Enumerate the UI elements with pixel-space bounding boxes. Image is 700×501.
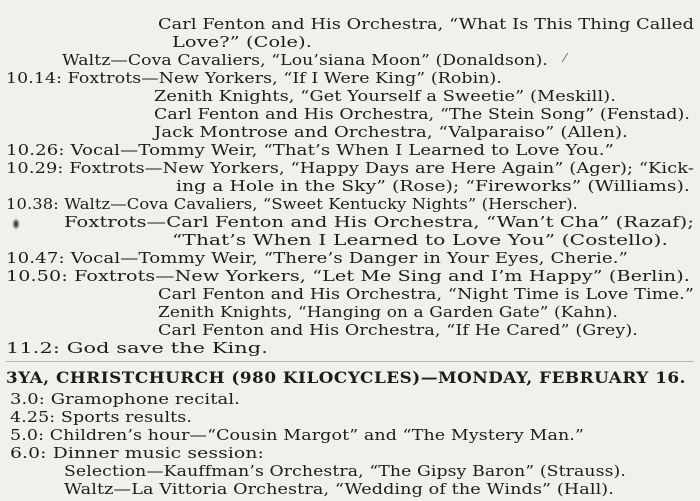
schedule-line: 6.0: Dinner music session:	[10, 445, 264, 462]
program-line: 10.26: Vocal—Tommy Weir, “That’s When I Learned to Love You.”	[6, 142, 615, 159]
program-line: Foxtrots—Carl Fenton and His Orchestra, “Wan’t Cha” (Razaf);	[64, 214, 695, 231]
print-mark: ⁄	[564, 51, 567, 65]
program-line: 10.47: Vocal—Tommy Weir, “There’s Danger in Your Eyes, Cherie.”	[6, 250, 628, 267]
schedule-line: 5.0: Children’s hour—“Cousin Margot” and “The Mystery Man.”	[10, 427, 585, 444]
program-line: Jack Montrose and Orchestra, “Valparaiso” (Allen).	[154, 124, 629, 141]
schedule-line: 3.0: Gramophone recital.	[10, 391, 240, 408]
program-line: “That’s When I Learned to Love You” (Costello).	[172, 232, 669, 249]
section-divider	[6, 361, 694, 362]
program-line: 11.2: God save the King.	[6, 340, 268, 357]
schedule-line: 4.25: Sports results.	[10, 409, 193, 426]
program-line: Zenith Knights, “Hanging on a Garden Gate” (Kahn).	[158, 304, 618, 321]
program-line: ing a Hole in the Sky” (Rose); “Fireworks” (Williams).	[176, 178, 690, 195]
station-heading: 3YA, CHRISTCHURCH (980 KILOCYCLES)—MONDAY, FEBRUARY 16.	[6, 369, 687, 387]
program-line: Carl Fenton and His Orchestra, “Night Time is Love Time.”	[158, 286, 694, 303]
program-line: 10.29: Foxtrots—New Yorkers, “Happy Days are Here Again” (Ager); “Kick-	[6, 160, 694, 177]
program-line: Carl Fenton and His Orchestra, “The Stein Song” (Fenstad).	[154, 106, 691, 123]
program-line: 10.14: Foxtrots—New Yorkers, “If I Were King” (Robin).	[6, 70, 503, 87]
program-line: 10.38: Waltz—Cova Cavaliers, “Sweet Kentucky Nights” (Herscher).	[6, 196, 578, 213]
program-line: Waltz—Cova Cavaliers, “Lou’siana Moon” (Donaldson).	[62, 52, 549, 69]
program-line: Carl Fenton and His Orchestra, “What Is This Thing Called	[158, 16, 695, 33]
schedule-line: Selection—Kauffman’s Orchestra, “The Gipsy Baron” (Strauss).	[64, 463, 626, 480]
program-line: Carl Fenton and His Orchestra, “If He Cared” (Grey).	[158, 322, 639, 339]
schedule-line: Waltz—La Vittoria Orchestra, “Wedding of the Winds” (Hall).	[64, 481, 614, 498]
program-line: Love?” (Cole).	[172, 34, 312, 51]
program-line: 10.50: Foxtrots—New Yorkers, “Let Me Sing and I’m Happy” (Berlin).	[6, 268, 690, 285]
ink-smudge	[12, 218, 20, 230]
program-line: Zenith Knights, “Get Yourself a Sweetie” (Meskill).	[154, 88, 616, 105]
